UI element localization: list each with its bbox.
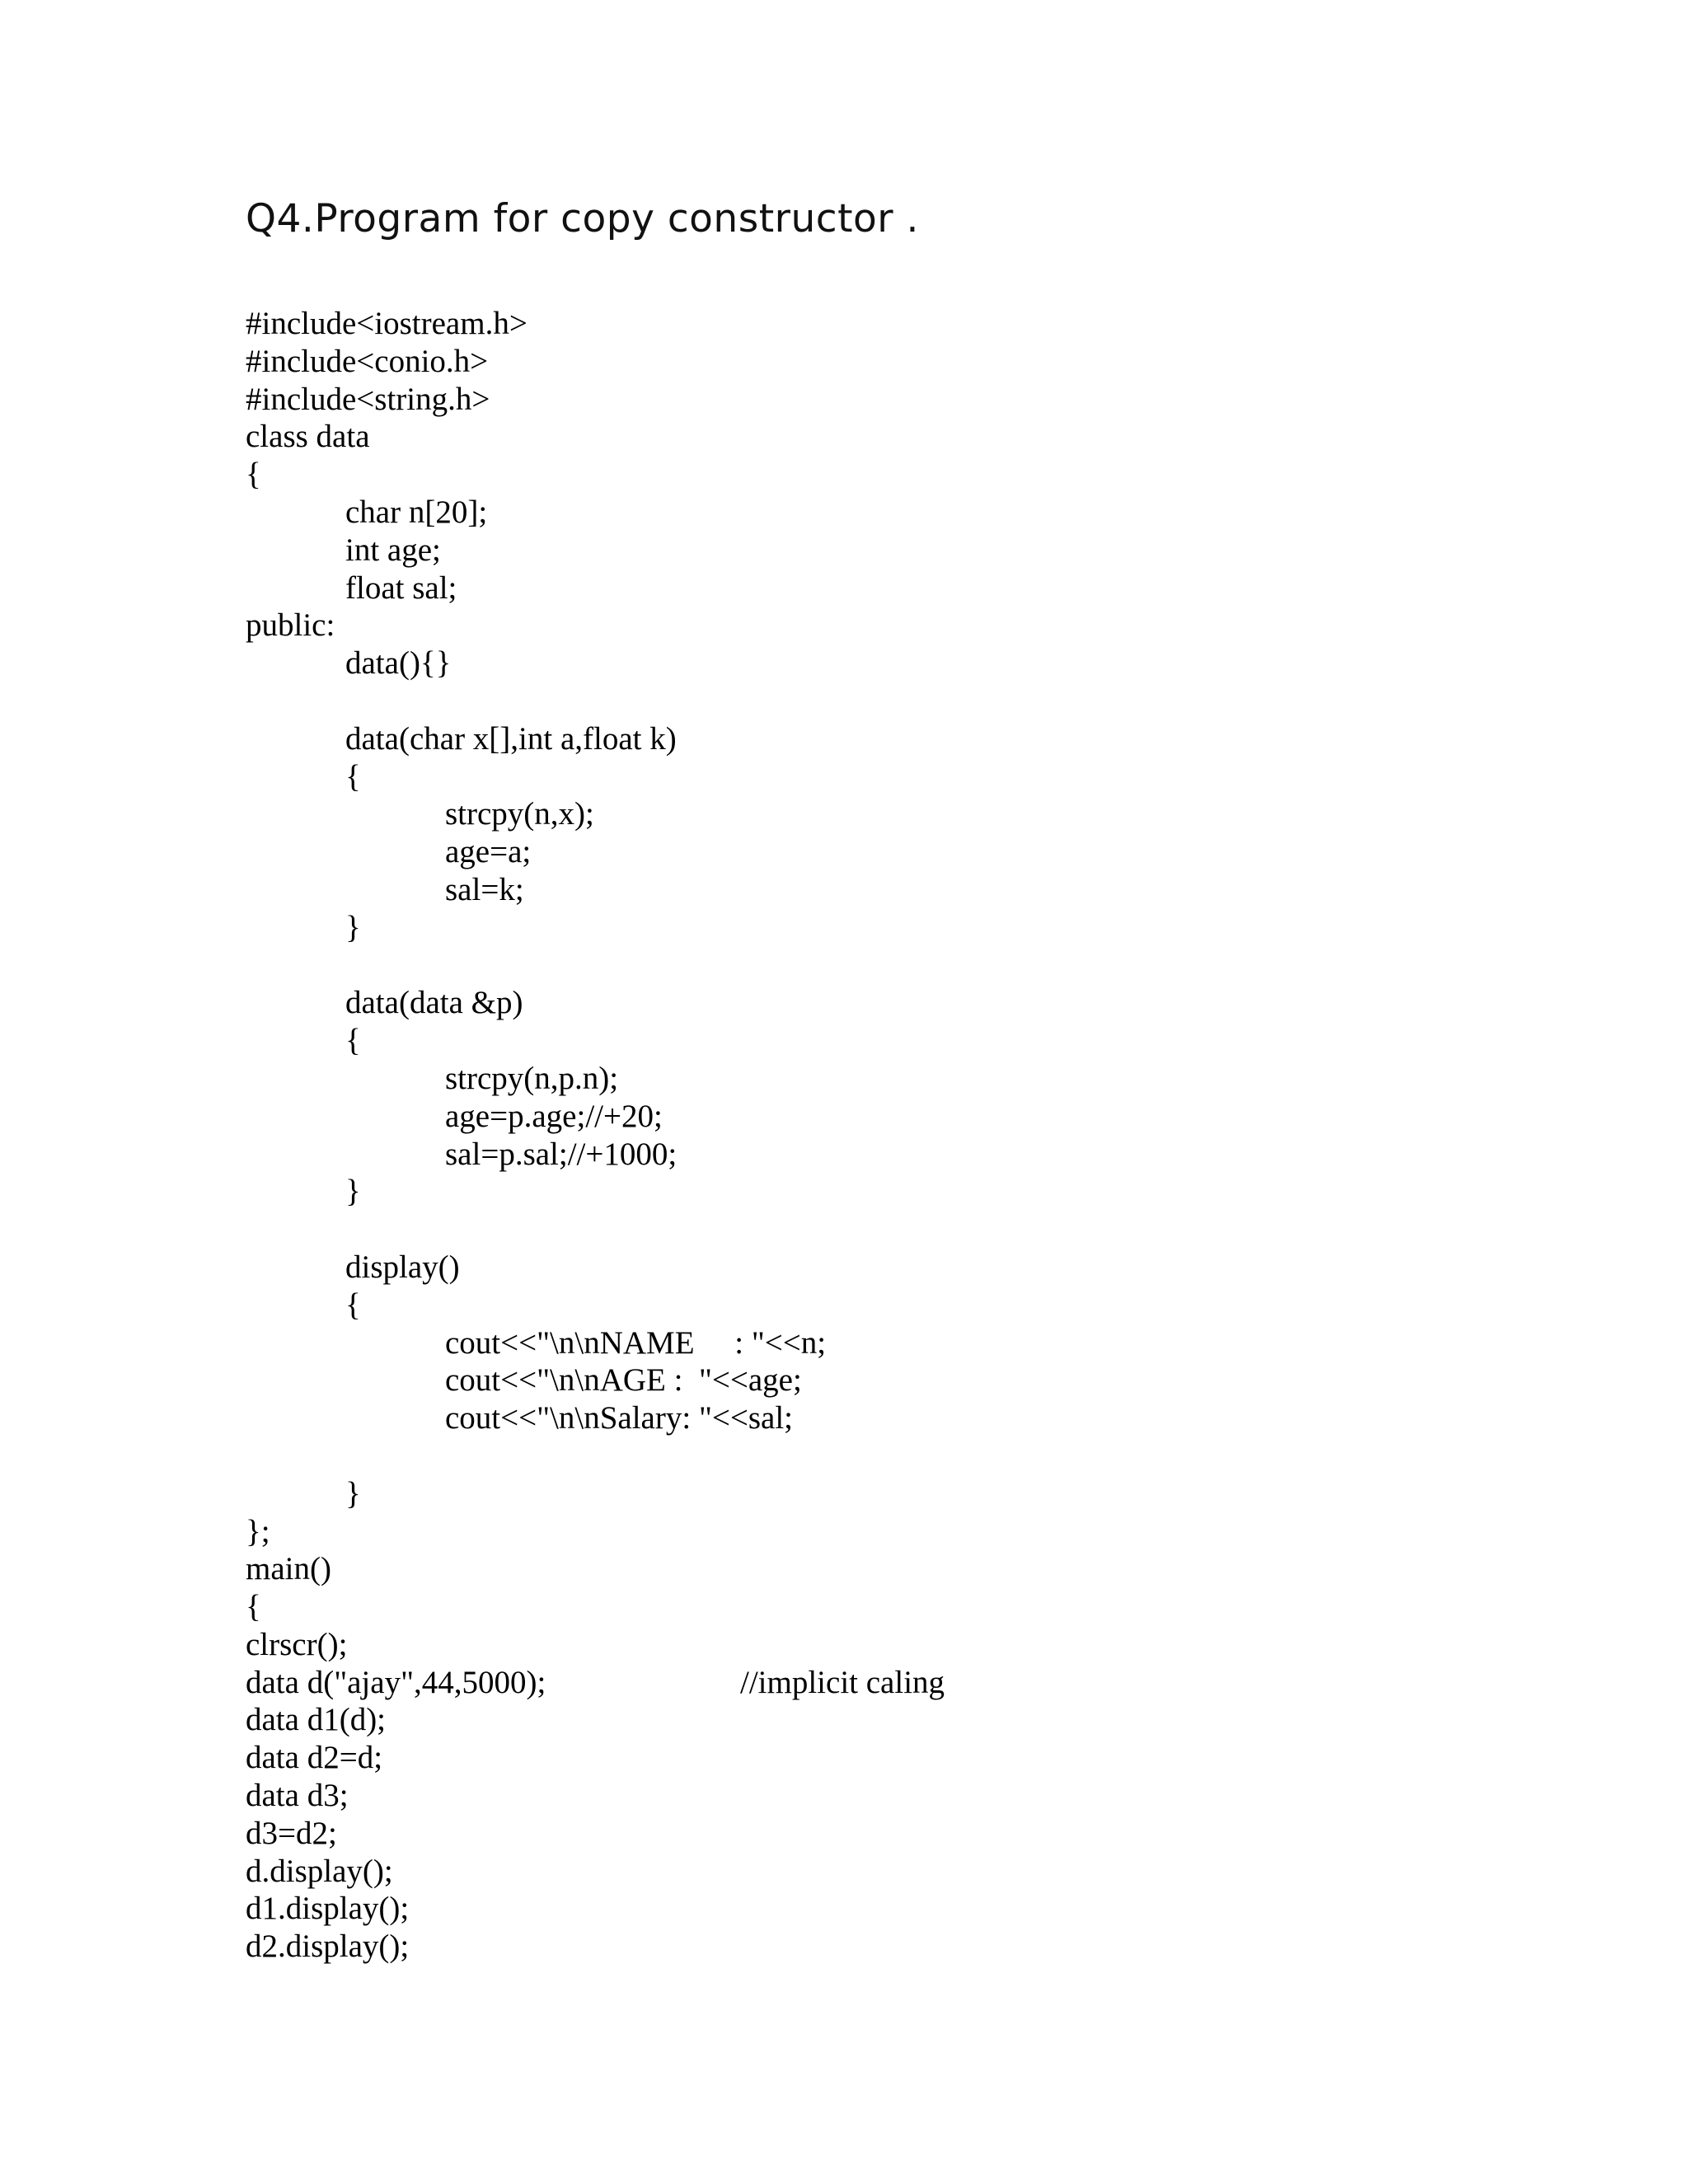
code-line (246, 795, 826, 833)
code-line (246, 758, 826, 796)
code-text: { (345, 1286, 361, 1323)
code-text: sal=p.sal;//+1000; (445, 1136, 678, 1172)
code-text: strcpy(n,x); (445, 796, 594, 832)
code-text: d1.display(); (246, 1891, 410, 1927)
code-line (246, 381, 826, 419)
code-line (246, 343, 826, 381)
code-line (246, 644, 826, 682)
code-text: cout<<"\n\nSalary: "<<sal; (445, 1400, 794, 1436)
code-text: age=p.age;//+20; (445, 1098, 663, 1134)
code-text: { (246, 1589, 261, 1625)
code-line (246, 532, 826, 569)
code-text: #include<conio.h> (246, 343, 489, 379)
code-line (246, 1098, 826, 1136)
code-line (246, 682, 826, 720)
code-text: { (246, 457, 261, 493)
code-line (246, 1022, 826, 1060)
code-line (246, 720, 826, 758)
code-text: data(){} (345, 645, 452, 682)
code-line (246, 418, 826, 456)
code-line (246, 947, 826, 985)
code-line (246, 871, 826, 909)
code-line (246, 1739, 826, 1777)
code-listing (246, 305, 945, 1966)
code-line (246, 1777, 826, 1815)
code-text: public: (246, 607, 335, 644)
code-line (246, 1060, 826, 1098)
code-line (246, 1815, 826, 1853)
code-line (246, 984, 826, 1022)
code-line (246, 1588, 826, 1626)
code-text: #include<iostream.h> (246, 306, 528, 341)
page-title: Q4.Program for copy constructor . (246, 196, 919, 241)
code-text: sal=k; (445, 871, 524, 907)
code-comment: //implicit caling (740, 1664, 945, 1700)
code-line (246, 1136, 826, 1174)
code-line (246, 1211, 826, 1249)
code-line (246, 607, 826, 644)
code-line (246, 1437, 826, 1475)
code-text: data d2=d; (246, 1740, 383, 1776)
code-line (246, 1399, 826, 1437)
code-line (246, 1890, 826, 1928)
code-line (246, 1286, 826, 1324)
code-text: clrscr(); (246, 1626, 348, 1662)
code-text: age=a; (445, 834, 532, 870)
code-text: d2.display(); (246, 1929, 410, 1965)
code-text: { (345, 1023, 361, 1059)
code-line (246, 456, 826, 494)
code-text: class data (246, 419, 370, 455)
code-text: strcpy(n,p.n); (445, 1060, 619, 1096)
code-line (246, 1173, 826, 1211)
code-text: display() (345, 1249, 460, 1285)
code-text: { (345, 758, 361, 794)
code-text: d3=d2; (246, 1815, 337, 1851)
code-text: } (345, 1475, 361, 1511)
code-text: float sal; (345, 569, 457, 606)
code-text: main() (246, 1551, 331, 1587)
code-text: } (345, 909, 361, 945)
code-line (246, 833, 826, 871)
code-line (246, 305, 826, 343)
code-text: } (345, 1174, 361, 1210)
code-line (246, 1324, 826, 1362)
code-line (246, 569, 826, 607)
code-line (246, 1626, 826, 1664)
code-line (246, 909, 826, 947)
code-text: char n[20]; (345, 494, 488, 530)
code-line (246, 1361, 826, 1399)
code-line (246, 1928, 826, 1966)
code-text: data(char x[],int a,float k) (345, 720, 677, 757)
code-text: data d3; (246, 1778, 349, 1814)
code-text: cout<<"\n\nAGE : "<<age; (445, 1362, 802, 1399)
code-text: int age; (345, 532, 441, 568)
code-text: cout<<"\n\nNAME : "<<n; (445, 1324, 827, 1361)
code-text: data d1(d); (246, 1702, 387, 1738)
code-line (246, 1475, 826, 1513)
code-line (246, 1249, 826, 1286)
code-line (246, 1513, 826, 1551)
code-line (246, 1701, 826, 1739)
code-text: #include<string.h> (246, 381, 490, 417)
code-text: data(data &p) (345, 985, 523, 1021)
code-text: data d("ajay",44,5000); (246, 1664, 546, 1700)
code-line (246, 494, 826, 532)
code-line (246, 1664, 945, 1702)
code-line (246, 1853, 826, 1891)
code-text: }; (246, 1513, 270, 1549)
code-line (246, 1550, 826, 1588)
code-text: d.display(); (246, 1853, 393, 1889)
